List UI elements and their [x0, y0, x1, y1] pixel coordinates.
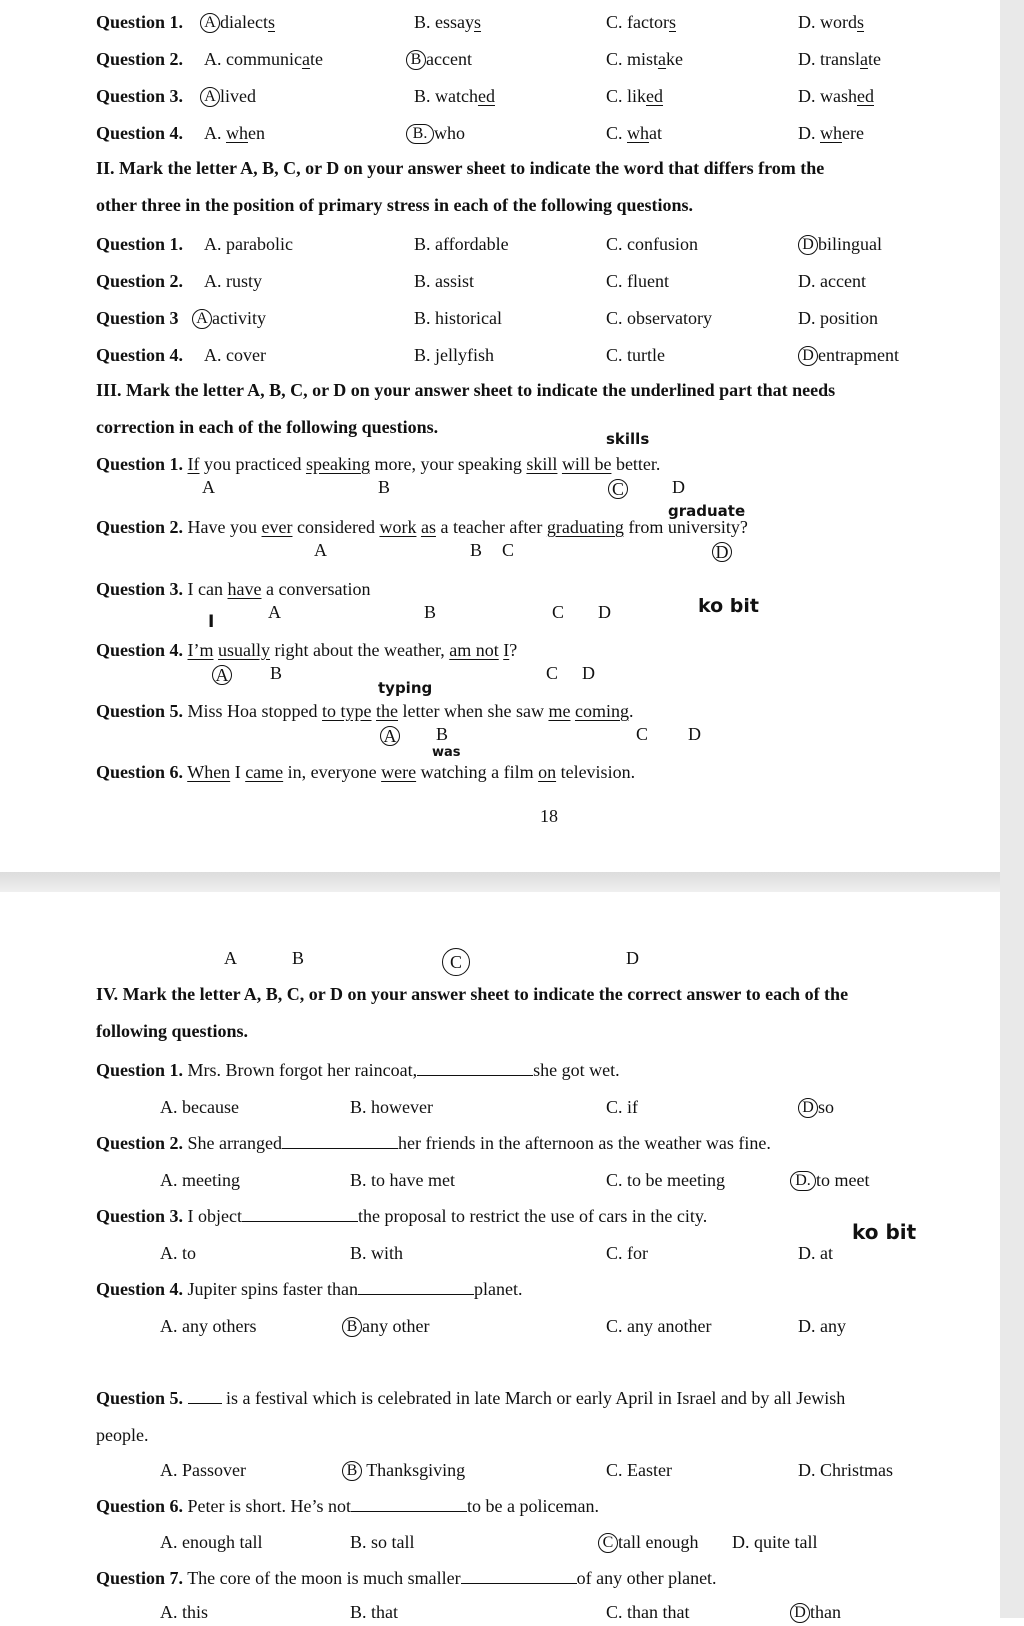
s3-q4-label-a: A: [212, 665, 232, 685]
s4-question-5: Question 5. is a festival which is celebrated in late March or early April in Israel and by all Jewish: [96, 1388, 846, 1408]
s4-q6-option-c: C tall enough: [598, 1528, 698, 1556]
s4-q2-options: A. meeting B. to have met C. to be meeting D. to meet: [96, 1166, 996, 1194]
s3-q4-label-d: D: [582, 663, 595, 683]
handwritten-note-graduate: graduate: [668, 502, 746, 520]
s4-q4-option-b: B any other: [342, 1312, 429, 1340]
s1-question-1: Question 1. A dialects B. essays C. factors D. words: [96, 8, 996, 36]
s2-q3-option-a: A activity: [192, 304, 266, 332]
s4-q7-options: A. this B. that C. than that D than: [96, 1598, 996, 1626]
s4-question-4: Question 4. Jupiter spins faster than planet.: [96, 1279, 523, 1299]
s3-q1-label-a: A: [202, 477, 215, 497]
page-number: 18: [540, 806, 558, 826]
s4-q2-option-d: D. to meet: [790, 1166, 869, 1194]
s3-q3-label-d: D: [598, 602, 611, 622]
viewer-side-strip: [1000, 0, 1024, 1618]
s1-q3-option-d: D. washed: [798, 86, 874, 106]
s3-q2-label-c: C: [502, 540, 515, 560]
s2-q4-option-d: D entrapment: [798, 341, 899, 369]
s2-question-1: Question 1. A. parabolic B. affordable C. confusion D bilingual: [96, 230, 996, 258]
s1-q2-option-a: A. communicate: [204, 49, 323, 69]
carry-label-a: A: [224, 948, 237, 968]
s3-q3-label-a: A: [268, 602, 281, 622]
handwritten-note-was: was: [432, 745, 461, 760]
s1-q3-option-c: C. liked: [606, 86, 664, 106]
s3-q5-label-c: C: [636, 724, 649, 744]
s1-question-2: Question 2. A. communicate B accent C. mistake D. translate: [96, 45, 996, 73]
s3-q1-label-d: D: [672, 477, 685, 497]
carry-label-d: D: [626, 948, 639, 968]
section-4-header-line-1: IV. Mark the letter A, B, C, or D on your answer sheet to indicate the correct answer to each of the: [96, 984, 849, 1004]
s4-q5-option-b: B Thanksgiving: [342, 1456, 465, 1484]
s2-question-2: Question 2. A. rusty B. assist C. fluent D. accent: [96, 271, 866, 291]
s4-q5-options: A. Passover B Thanksgiving C. Easter D. Christmas: [96, 1456, 996, 1484]
handwritten-note-ko-bit: ko bit: [698, 595, 759, 617]
s1-q1-option-c: C. factors: [606, 12, 676, 32]
s1-q4-option-c: C. what: [606, 123, 663, 143]
s3-q3-label-c: C: [552, 602, 565, 622]
page-break-separator: [0, 872, 1000, 892]
s3-q5-label-a: A: [380, 726, 400, 746]
s1-q2-option-d: D. translate: [798, 49, 881, 69]
s1-q4-option-d: D. where: [798, 123, 864, 143]
s4-q1-option-d: D so: [798, 1093, 834, 1121]
s1-q2-option-b: B accent: [406, 45, 472, 73]
s4-question-1: Question 1. Mrs. Brown forgot her raincoat, she got wet.: [96, 1060, 620, 1080]
s1-q2-option-c: C. mistake: [606, 49, 684, 69]
s1-q1-option-a: A dialects: [200, 8, 275, 36]
s4-question-2: Question 2. She arranged her friends in the afternoon as the weather was fine.: [96, 1133, 771, 1153]
s1-q4-option-a: A. when: [204, 123, 265, 143]
s4-q6-options: A. enough tall B. so tall C tall enough D. quite tall: [96, 1528, 996, 1556]
s3-q1-label-b: B: [378, 477, 391, 497]
s1-q3-option-a: A lived: [200, 82, 256, 110]
s3-q5-label-b: B: [436, 724, 449, 744]
s4-q1-options: A. because B. however C. if D so: [96, 1093, 996, 1121]
handwritten-note-i: I: [208, 612, 215, 632]
s4-question-6: Question 6. Peter is short. He’s not to be a policeman.: [96, 1496, 599, 1516]
section-4-header-line-2: following questions.: [96, 1021, 249, 1041]
section-2-header-line-1: II. Mark the letter A, B, C, or D on your answer sheet to indicate the word that differs from the: [96, 158, 825, 178]
s1-q1-option-d: D. words: [798, 12, 865, 32]
s2-question-4: Question 4. A. cover B. jellyfish C. turtle D entrapment: [96, 341, 996, 369]
s3-q1-label-c: C: [608, 479, 628, 499]
s3-question-2: Question 2. Have you ever considered work as a teacher after graduating from university?: [96, 517, 748, 537]
carry-label-c: C: [442, 948, 470, 976]
s4-q4-options: A. any others B any other C. any another D. any: [96, 1312, 996, 1340]
section-3-header-line-1: III. Mark the letter A, B, C, or D on your answer sheet to indicate the underlined part that needs: [96, 380, 836, 400]
s3-question-4: Question 4. I’m usually right about the weather, am not I?: [96, 640, 518, 660]
s1-question-4: Question 4. A. when B. who C. what D. where: [96, 119, 996, 147]
s3-q2-label-b: B: [470, 540, 483, 560]
s4-question-7: Question 7. The core of the moon is much smaller of any other planet.: [96, 1568, 717, 1588]
section-2-header-line-2: other three in the position of primary stress in each of the following questions.: [96, 195, 693, 215]
s4-question-5-cont: people.: [96, 1425, 149, 1445]
s3-q2-label-d: D: [712, 542, 732, 562]
carry-label-b: B: [292, 948, 305, 968]
s3-q5-label-d: D: [688, 724, 701, 744]
section-3-header-line-2: correction in each of the following questions.: [96, 417, 439, 437]
s2-q1-option-d: D bilingual: [798, 230, 882, 258]
s3-question-5: Question 5. Miss Hoa stopped to type the letter when she saw me coming.: [96, 701, 634, 721]
handwritten-note-ko-bit-2: ko bit: [852, 1220, 917, 1244]
s1-q3-option-b: B. watched: [414, 86, 495, 106]
s3-question-3: Question 3. I can have a conversation: [96, 579, 371, 599]
s4-question-3: Question 3. I object the proposal to restrict the use of cars in the city.: [96, 1206, 708, 1226]
s1-question-3: Question 3. A lived B. watched C. liked D. washed: [96, 82, 996, 110]
s1-q4-option-b: B. who: [406, 119, 465, 147]
worksheet-page-2: [0, 892, 1000, 1622]
s2-question-3: Question 3 A activity B. historical C. observatory D. position: [96, 304, 996, 332]
handwritten-note-typing: typing: [378, 679, 433, 697]
s3-question-1: Question 1. If you practiced speaking more, your speaking skill will be better.: [96, 454, 661, 474]
handwritten-note-skills: skills: [606, 430, 650, 448]
s3-q4-label-b: B: [270, 663, 283, 683]
s3-q3-label-b: B: [424, 602, 437, 622]
s3-q2-label-a: A: [314, 540, 327, 560]
s4-q7-option-d: D than: [790, 1598, 841, 1626]
s1-q1-option-b: B. essays: [414, 12, 482, 32]
s3-question-6: Question 6. When I came in, everyone were watching a film on television.: [96, 762, 636, 782]
s3-q4-label-c: C: [546, 663, 559, 683]
s4-q3-options: A. to B. with C. for D. at: [160, 1243, 833, 1263]
